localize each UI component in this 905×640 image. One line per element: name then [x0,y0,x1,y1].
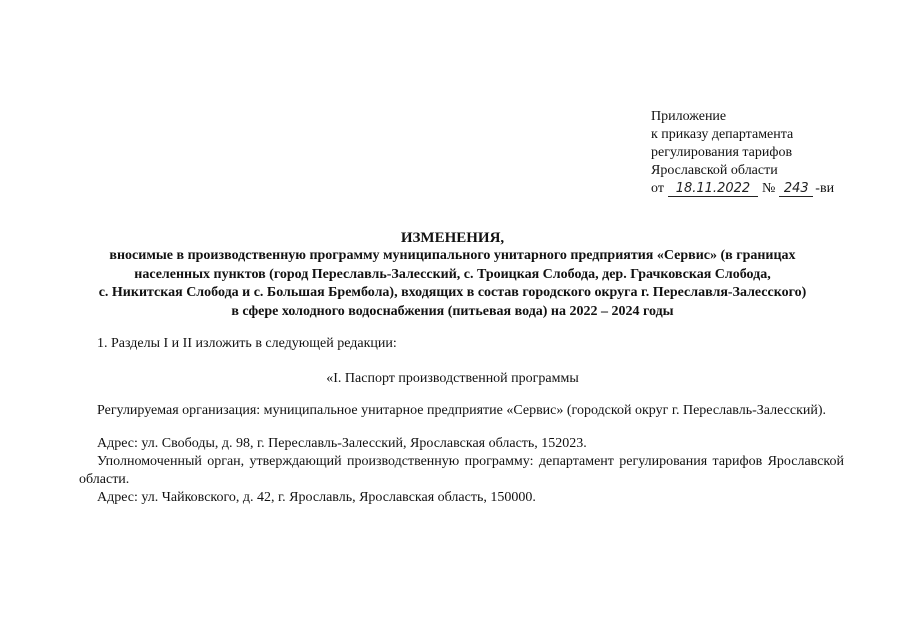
annex-date-line [651,180,881,198]
annex-header [651,108,881,198]
number-sign: № [761,181,776,196]
title-line-2: населенных пунктов (город Переславль-Залесский, с. Троицкая Слобода, дер. Грачковская Слобода, [134,266,771,282]
title-line-3: с. Никитская Слобода и с. Большая Брембола), входящих в состав городского округа г. Переславля-Залесского) [98,285,807,301]
annex-line-1: Приложение [651,109,727,124]
number-suffix: -ви [815,181,835,196]
annex-line-3: регулирования тарифов [651,145,793,160]
annex-line-4: Ярославской области [651,163,778,178]
document-title [60,229,845,321]
title-line-1: вносимые в производственную программу муниципального унитарного предприятия «Сервис» (в границах [109,248,796,264]
handwritten-number: 243 [779,181,813,197]
title-heading: ИЗМЕНЕНИЯ, [400,230,505,246]
item-1-paragraph: 1. Разделы I и II изложить в следующей редакции: [97,336,397,351]
date-prefix: от [651,181,664,196]
title-line-4: в сфере холодного водоснабжения (питьевая вода) на 2022 – 2024 годы [231,303,674,319]
authority-address: Адрес: ул. Чайковского, д. 42, г. Ярославль, Ярославская область, 150000. [97,490,536,505]
handwritten-date: 18.11.2022 [668,181,758,197]
organization-paragraph: Регулируемая организация: муниципальное унитарное предприятие «Сервис» (городской округ г. Переславль-Залесский). [97,403,827,418]
section-title: «I. Паспорт производственной программы [326,371,579,386]
authority-paragraph: Уполномоченный орган, утверждающий производственную программу: департамент регулирования тарифов Ярославской области. [79,454,844,487]
organization-address: Адрес: ул. Свободы, д. 98, г. Переславль-Залесский, Ярославская область, 152023. [97,436,587,451]
annex-line-2: к приказу департамента [651,127,794,142]
